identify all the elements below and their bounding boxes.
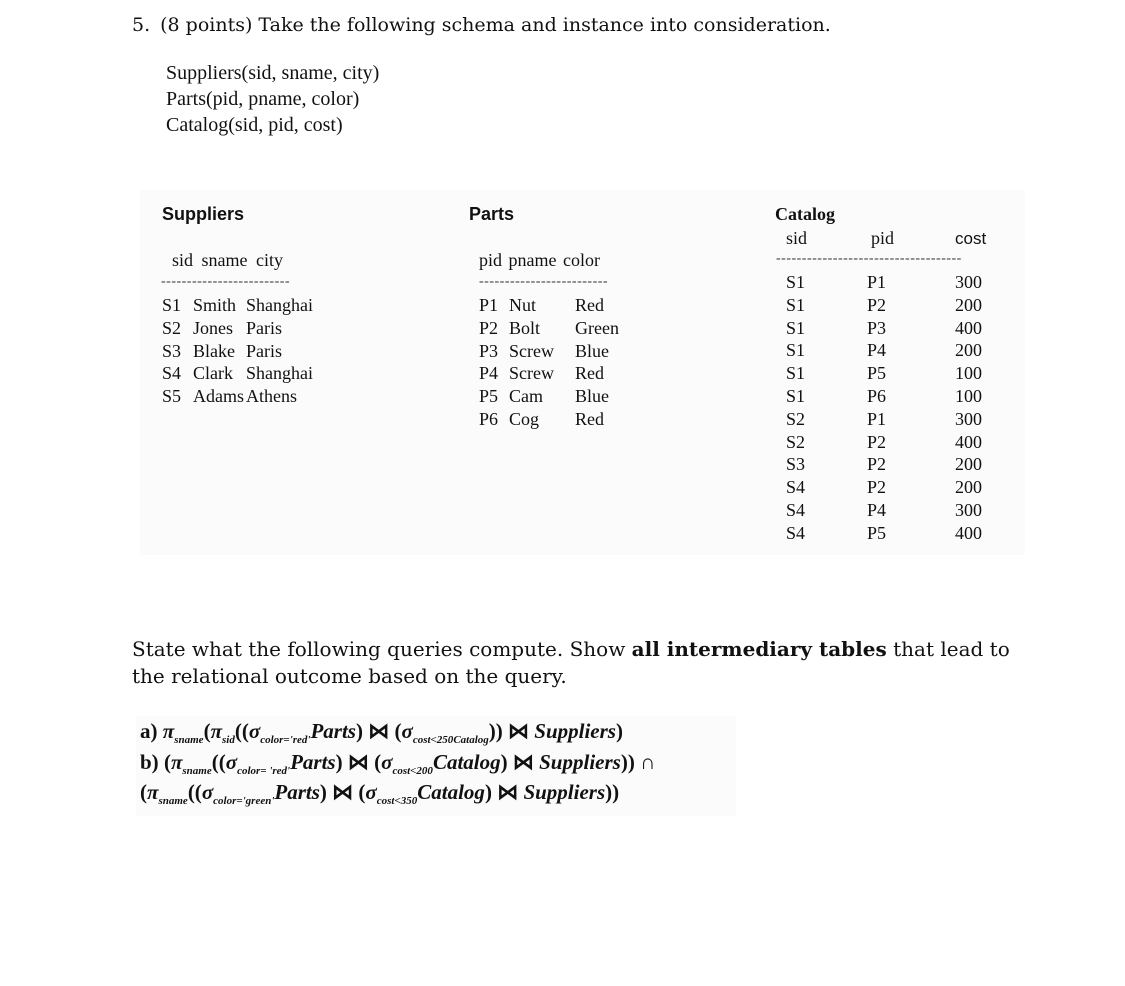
- join-symbol: ⋈: [508, 719, 530, 743]
- parts-cell: Red: [575, 408, 604, 429]
- catalog-cell: S1: [786, 294, 806, 315]
- parts-title: Parts: [469, 204, 515, 224]
- suppliers-cell: Blake: [193, 340, 235, 361]
- join-symbol: ⋈: [347, 750, 369, 774]
- schema-catalog: Catalog(sid, pid, cost): [166, 114, 343, 136]
- catalog-cell: P2: [867, 454, 887, 475]
- question-number: 5.: [132, 14, 151, 36]
- join-symbol: ⋈: [497, 780, 519, 804]
- suppliers-cell: S1: [162, 295, 182, 315]
- suppliers-cell: Jones: [193, 317, 233, 338]
- catalog-pid-column: [867, 271, 886, 545]
- subscript: cost<250: [412, 734, 454, 747]
- catalog-cell: S4: [786, 499, 806, 520]
- catalog-cell: P2: [867, 294, 887, 315]
- sigma-symbol: σ: [365, 780, 377, 804]
- parts-cell: P5: [479, 386, 499, 407]
- catalog-cell: 100: [955, 363, 982, 384]
- pi-symbol: π: [170, 750, 183, 774]
- catalog-cell: S1: [786, 363, 806, 384]
- query-a: a) $\pi_{sname}(\pi_{sid}((\sigma_{color='red'}Parts)$ ⋈ $(\sigma_{cost<250Catalog})$) ⋈ Suppliers): [140, 719, 623, 747]
- subscript: sname: [174, 734, 204, 747]
- parts-cell: P1: [479, 295, 499, 315]
- schema-suppliers: Suppliers(sid, sname, city): [166, 62, 380, 84]
- intersect-symbol: ∩: [640, 750, 656, 774]
- sigma-symbol: σ: [401, 719, 413, 743]
- catalog-cell: S1: [786, 340, 806, 361]
- parts-cell: Nut: [509, 295, 536, 315]
- parts-cell: Red: [575, 295, 604, 315]
- suppliers-sid-column: [162, 294, 181, 408]
- catalog-cell: P2: [867, 477, 887, 498]
- suppliers-cell: S4: [162, 363, 182, 384]
- parts-cell: Screw: [509, 363, 554, 384]
- catalog-cell: S4: [786, 522, 806, 543]
- catalog-header-cost: cost: [955, 229, 987, 248]
- catalog-cell: 300: [955, 499, 982, 520]
- parts-cell: Blue: [575, 386, 609, 407]
- sigma-symbol: σ: [225, 750, 238, 774]
- catalog-cell: P5: [867, 522, 887, 543]
- suppliers-cell: Shanghai: [246, 295, 313, 315]
- subscript: Catalog: [453, 734, 489, 747]
- catalog-cell: S1: [786, 272, 806, 292]
- subscript: sname: [182, 765, 212, 778]
- relation-name: Suppliers: [534, 719, 616, 743]
- relation-name: Parts: [310, 719, 356, 743]
- instructions-text-end: that lead to the relational outcome based on the query.: [132, 637, 1010, 688]
- catalog-cell: 200: [955, 454, 982, 475]
- join-symbol: ⋈: [332, 780, 354, 804]
- pi-symbol: π: [210, 719, 223, 743]
- question-text: (8 points) Take the following schema and instance into consideration.: [160, 14, 831, 36]
- catalog-cell: 200: [955, 340, 982, 361]
- join-symbol: ⋈: [368, 719, 390, 743]
- suppliers-sname-column: [193, 294, 244, 408]
- sigma-symbol: σ: [201, 780, 214, 804]
- catalog-cell: P4: [867, 340, 887, 361]
- parts-color-column: [575, 294, 619, 431]
- query-b-label: b): [140, 750, 159, 774]
- catalog-cell: S1: [786, 385, 806, 406]
- relation-name: Suppliers: [523, 780, 606, 804]
- parts-cell: P2: [479, 317, 499, 338]
- catalog-cell: 400: [955, 522, 982, 543]
- subscript: cost<200: [392, 765, 433, 778]
- relation-name: Parts: [274, 780, 320, 804]
- pi-symbol: π: [147, 780, 159, 804]
- catalog-cell: P3: [867, 317, 887, 338]
- catalog-sid-column: [786, 271, 805, 545]
- catalog-cell: 400: [955, 317, 982, 338]
- parts-cell: Red: [575, 363, 604, 384]
- parts-cell: P6: [479, 408, 499, 429]
- instructions-text: State what the following queries compute. Show: [132, 637, 632, 661]
- catalog-cell: 300: [955, 408, 982, 429]
- pi-symbol: π: [162, 719, 175, 743]
- instructions: [132, 636, 1032, 690]
- catalog-cell: S1: [786, 317, 806, 338]
- suppliers-cell: S2: [162, 317, 182, 338]
- catalog-cell: 100: [955, 385, 982, 406]
- question-heading: [132, 14, 831, 36]
- parts-cell: P3: [479, 340, 499, 361]
- subscript: color= 'red': [237, 765, 291, 778]
- suppliers-cell: Smith: [193, 295, 237, 315]
- catalog-title: Catalog: [775, 204, 835, 224]
- parts-cell: Cam: [509, 386, 543, 407]
- query-b-line1: b) ($\pi_{sname}((\sigma_{color= 'red'}Parts)$ ⋈ $(\sigma_{cost<200}Catalog)$ ⋈ Suppliers)) ∩: [140, 750, 656, 778]
- suppliers-cell: Paris: [246, 340, 282, 361]
- catalog-cell: P4: [867, 499, 887, 520]
- catalog-divider: ------------------------------------: [776, 251, 962, 266]
- catalog-cell: P6: [867, 385, 887, 406]
- catalog-header-sid: sid: [786, 228, 808, 248]
- suppliers-title: Suppliers: [162, 204, 245, 224]
- relation-name: Catalog: [432, 750, 501, 774]
- suppliers-divider: -------------------------: [161, 274, 291, 289]
- relation-name: Parts: [290, 750, 336, 774]
- catalog-cell: P5: [867, 363, 887, 384]
- catalog-cell: 400: [955, 431, 982, 452]
- join-symbol: ⋈: [512, 750, 534, 774]
- catalog-cell: S2: [786, 431, 806, 452]
- query-a-label: a): [140, 719, 158, 743]
- parts-pname-column: [509, 294, 554, 431]
- suppliers-cell: Clark: [193, 363, 233, 384]
- relation-name: Suppliers: [539, 750, 621, 774]
- parts-cell: Blue: [575, 340, 609, 361]
- catalog-cell: 300: [955, 272, 982, 292]
- subscript: color='green': [213, 795, 275, 808]
- catalog-cell: S3: [786, 454, 806, 475]
- subscript: cost<350: [376, 795, 418, 808]
- catalog-cell: P2: [867, 431, 887, 452]
- suppliers-cell: S5: [162, 386, 182, 407]
- parts-cell: Green: [575, 317, 619, 338]
- catalog-cell: 200: [955, 477, 982, 498]
- catalog-cell: S4: [786, 477, 806, 498]
- parts-pid-column: [479, 294, 498, 431]
- catalog-cell: P1: [867, 408, 887, 429]
- suppliers-city-column: [246, 294, 313, 408]
- subscript: sid: [222, 734, 235, 747]
- catalog-cell: P1: [867, 272, 887, 292]
- parts-cell: P4: [479, 363, 499, 384]
- instructions-bold: all intermediary tables: [631, 637, 887, 661]
- suppliers-cell: Paris: [246, 317, 282, 338]
- catalog-cell: S2: [786, 408, 806, 429]
- parts-divider: -------------------------: [479, 274, 609, 289]
- suppliers-cell: S3: [162, 340, 182, 361]
- parts-cell: Bolt: [509, 317, 541, 338]
- suppliers-header: sid sname city: [172, 250, 283, 270]
- sigma-symbol: σ: [381, 750, 393, 774]
- sigma-symbol: σ: [248, 719, 261, 743]
- relation-name: Catalog: [417, 780, 485, 804]
- catalog-cost-column: [955, 271, 982, 545]
- catalog-header-pid: pid: [871, 228, 895, 248]
- parts-cell: Cog: [509, 408, 540, 429]
- parts-header: pid pname color: [479, 250, 600, 270]
- query-b-line2: ($\pi_{sname}((\sigma_{color='green'}Parts)$ ⋈ $(\sigma_{cost<350}Catalog)$ ⋈ Suppliers)): [140, 780, 620, 808]
- catalog-cell: 200: [955, 294, 982, 315]
- suppliers-cell: Adams: [193, 386, 244, 407]
- schema-parts: Parts(pid, pname, color): [166, 88, 360, 110]
- suppliers-cell: Shanghai: [246, 363, 313, 384]
- subscript: sname: [158, 795, 188, 808]
- subscript: color='red': [260, 734, 311, 747]
- suppliers-cell: Athens: [246, 386, 297, 407]
- parts-cell: Screw: [509, 340, 554, 361]
